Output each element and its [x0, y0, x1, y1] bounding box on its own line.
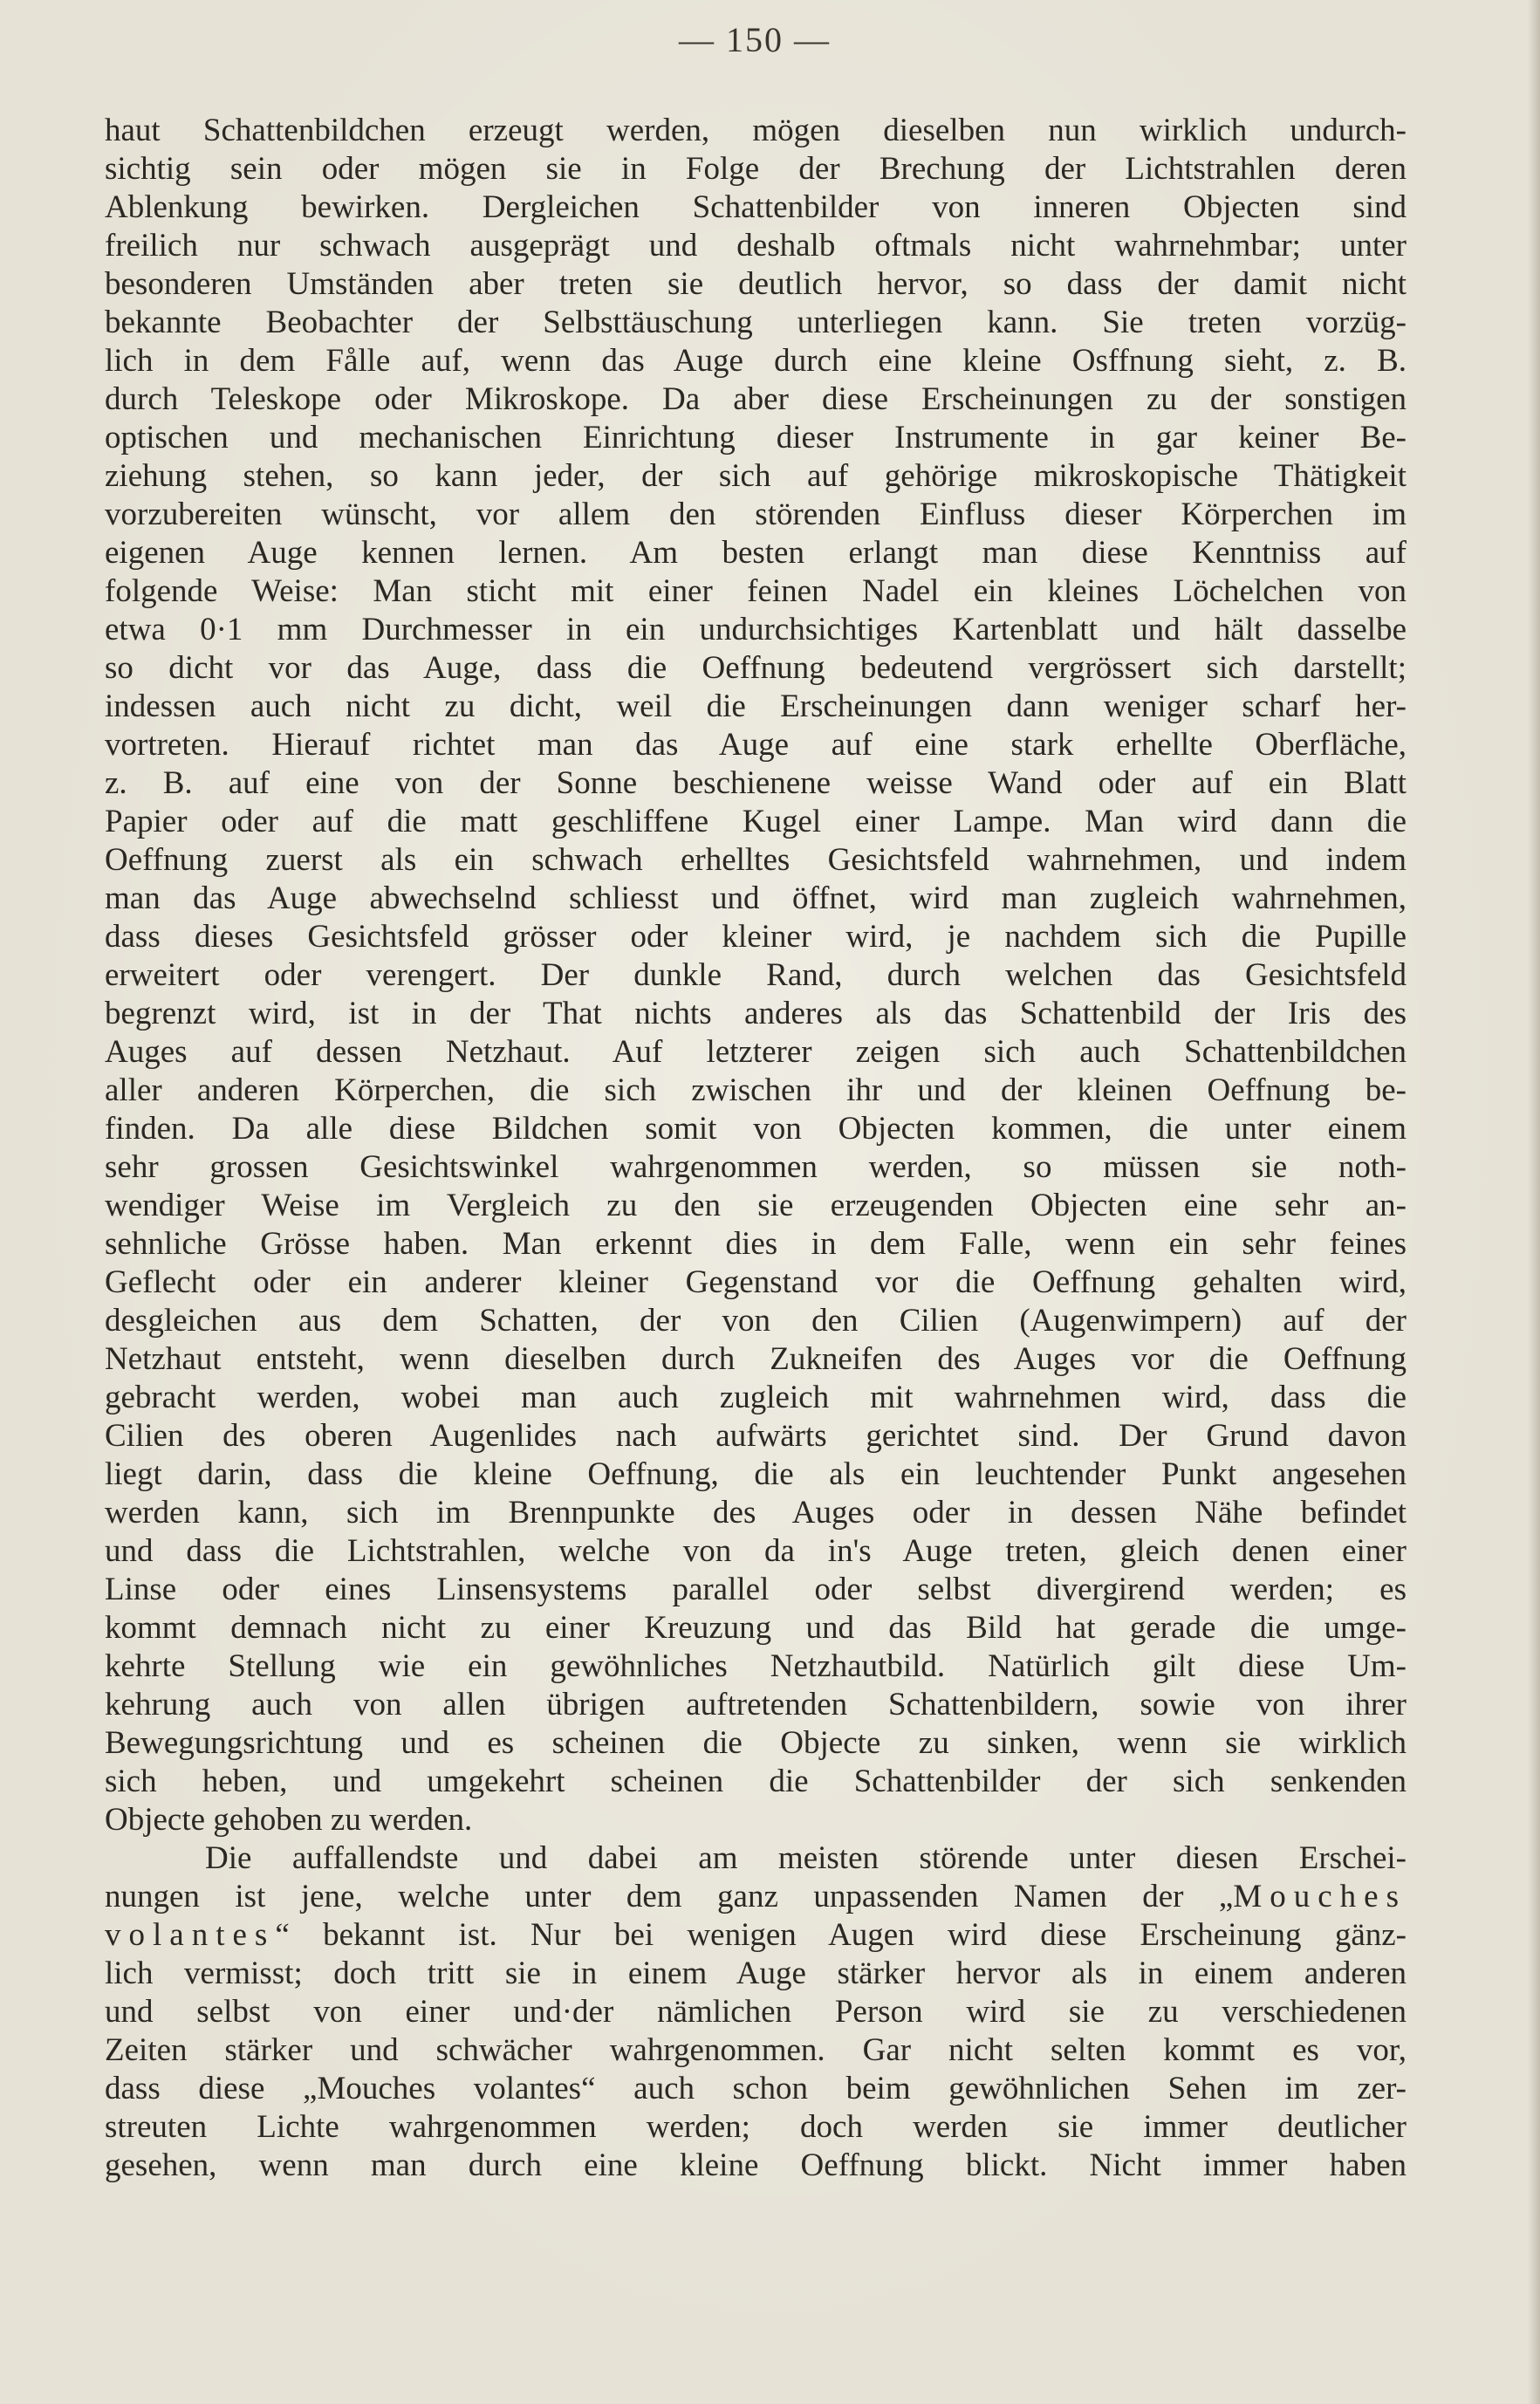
text-line: werden kann, sich im Brennpunkte des Auges oder in dessen Nähe befindet: [105, 1495, 1407, 1531]
text-line: Netzhaut entsteht, wenn dieselben durch Zukneifen des Auges vor die Oeffnung: [105, 1341, 1407, 1377]
paragraph-start-line: Die auffallendste und dabei am meisten störende unter diesen Erschei-: [205, 1840, 1407, 1876]
text-line: durch Teleskope oder Mikroskope. Da aber diese Erscheinungen zu der sonstigen: [105, 381, 1407, 417]
text-line: aller anderen Körperchen, die sich zwischen ihr und der kleinen Oeffnung be-: [105, 1072, 1407, 1108]
text-line: dass dieses Gesichtsfeld grösser oder kleiner wird, je nachdem sich die Pupille: [105, 919, 1407, 955]
text-line: Zeiten stärker und schwächer wahrgenommen. Gar nicht selten kommt es vor,: [105, 2032, 1407, 2068]
text-line: besonderen Umständen aber treten sie deutlich hervor, so dass der damit nicht: [105, 266, 1407, 302]
text-line: so dicht vor das Auge, dass die Oeffnung bedeutend vergrössert sich darstellt;: [105, 650, 1407, 686]
text-line: Oeffnung zuerst als ein schwach erhelltes Gesichtsfeld wahrnehmen, und indem: [105, 842, 1407, 878]
text-line: finden. Da alle diese Bildchen somit von Objecten kommen, die unter einem: [105, 1111, 1407, 1147]
text-line: und dass die Lichtstrahlen, welche von da in's Auge treten, gleich denen einer: [105, 1533, 1407, 1569]
text-line: etwa 0·1 mm Durchmesser in ein undurchsichtiges Kartenblatt und hält dasselbe: [105, 612, 1407, 647]
page-number: — 150 —: [679, 20, 831, 59]
text-line: gebracht werden, wobei man auch zugleich mit wahrnehmen wird, dass die: [105, 1380, 1407, 1415]
text-line: vortreten. Hierauf richtet man das Auge auf eine stark erhellte Oberfläche,: [105, 727, 1407, 763]
text-line: folgende Weise: Man sticht mit einer feinen Nadel ein kleines Löchelchen von: [105, 573, 1407, 609]
text-line: lich vermisst; doch tritt sie in einem Auge stärker hervor als in einem anderen: [105, 1955, 1407, 1991]
text-line: sichtig sein oder mögen sie in Folge der Brechung der Lichtstrahlen deren: [105, 151, 1407, 187]
text-line: Linse oder eines Linsensystems parallel oder selbst divergirend werden; es: [105, 1572, 1407, 1607]
text-line: sehnliche Grösse haben. Man erkennt dies in dem Falle, wenn ein sehr feines: [105, 1226, 1407, 1262]
text-line: und selbst von einer und·der nämlichen Person wird sie zu verschiedenen: [105, 1994, 1407, 2030]
text-line: erweitert oder verengert. Der dunkle Rand, durch welchen das Gesichtsfeld: [105, 957, 1407, 993]
text-line: indessen auch nicht zu dicht, weil die Erscheinungen dann weniger scharf her-: [105, 688, 1407, 724]
text-line: sich heben, und umgekehrt scheinen die Schattenbilder der sich senkenden: [105, 1764, 1407, 1799]
text-line: vorzubereiten wünscht, vor allem den störenden Einfluss dieser Körperchen im: [105, 497, 1407, 532]
page-edge-shadow: [1528, 0, 1540, 2404]
text-line: [105, 1878, 1407, 1916]
text-line: Geflecht oder ein anderer kleiner Gegenstand vor die Oeffnung gehalten wird,: [105, 1264, 1407, 1300]
text-line: kehrung auch von allen übrigen auftretenden Schattenbildern, sowie von ihrer: [105, 1687, 1407, 1723]
text-line: Auges auf dessen Netzhaut. Auf letzterer zeigen sich auch Schattenbildchen: [105, 1034, 1407, 1070]
text-line: Ablenkung bewirken. Dergleichen Schattenbilder von inneren Objecten sind: [105, 189, 1407, 225]
text-line: begrenzt wird, ist in der That nichts anderes als das Schattenbild der Iris des: [105, 996, 1407, 1031]
text-fragment: “ bekannt ist. Nur bei wenigen Augen wird diese Erscheinung gänz-: [275, 1917, 1407, 1953]
text-line: dass diese „Mouches volantes“ auch schon beim gewöhnlichen Sehen im zer-: [105, 2071, 1407, 2106]
text-line: z. B. auf eine von der Sonne beschienene weisse Wand oder auf ein Blatt: [105, 765, 1407, 801]
text-line: Bewegungsrichtung und es scheinen die Objecte zu sinken, wenn sie wirklich: [105, 1725, 1407, 1761]
text-line: Cilien des oberen Augenlides nach aufwärts gerichtet sind. Der Grund davon: [105, 1418, 1407, 1454]
text-fragment: nungen ist jene, welche unter dem ganz unpassenden Namen der „: [105, 1879, 1234, 1914]
text-line: wendiger Weise im Vergleich zu den sie erzeugenden Objecten eine sehr an-: [105, 1188, 1407, 1223]
text-line: desgleichen aus dem Schatten, der von den Cilien (Augenwimpern) auf der: [105, 1303, 1407, 1339]
text-line: optischen und mechanischen Einrichtung dieser Instrumente in gar keiner Be-: [105, 420, 1407, 455]
spaced-term: volantes: [105, 1917, 276, 1953]
body-text: [105, 112, 1407, 2185]
text-line: haut Schattenbildchen erzeugt werden, mögen dieselben nun wirklich undurch-: [105, 113, 1407, 148]
text-line: lich in dem Fålle auf, wenn das Auge durch eine kleine Osffnung sieht, z. B.: [105, 343, 1407, 379]
text-line: gesehen, wenn man durch eine kleine Oeffnung blickt. Nicht immer haben: [105, 2147, 1407, 2183]
text-line: kehrte Stellung wie ein gewöhnliches Netzhautbild. Natürlich gilt diese Um-: [105, 1648, 1407, 1684]
text-line: ziehung stehen, so kann jeder, der sich auf gehörige mikroskopische Thätigkeit: [105, 458, 1407, 494]
text-line: [105, 1916, 1407, 1955]
spaced-term: Mouches: [1233, 1879, 1407, 1914]
text-line: bekannte Beobachter der Selbsttäuschung unterliegen kann. Sie treten vorzüg-: [105, 305, 1407, 340]
text-line: Objecte gehoben zu werden.: [105, 1802, 473, 1838]
text-line: sehr grossen Gesichtswinkel wahrgenommen werden, so müssen sie noth-: [105, 1149, 1407, 1185]
text-line: Papier oder auf die matt geschliffene Kugel einer Lampe. Man wird dann die: [105, 804, 1407, 839]
text-line: kommt demnach nicht zu einer Kreuzung und das Bild hat gerade die umge-: [105, 1610, 1407, 1646]
text-line: eigenen Auge kennen lernen. Am besten erlangt man diese Kenntniss auf: [105, 535, 1407, 571]
text-line: streuten Lichte wahrgenommen werden; doch werden sie immer deutlicher: [105, 2109, 1407, 2145]
text-line: freilich nur schwach ausgeprägt und deshalb oftmals nicht wahrnehmbar; unter: [105, 228, 1407, 264]
text-line: man das Auge abwechselnd schliesst und öffnet, wird man zugleich wahrnehmen,: [105, 880, 1407, 916]
text-line: liegt darin, dass die kleine Oeffnung, die als ein leuchtender Punkt angesehen: [105, 1456, 1407, 1492]
